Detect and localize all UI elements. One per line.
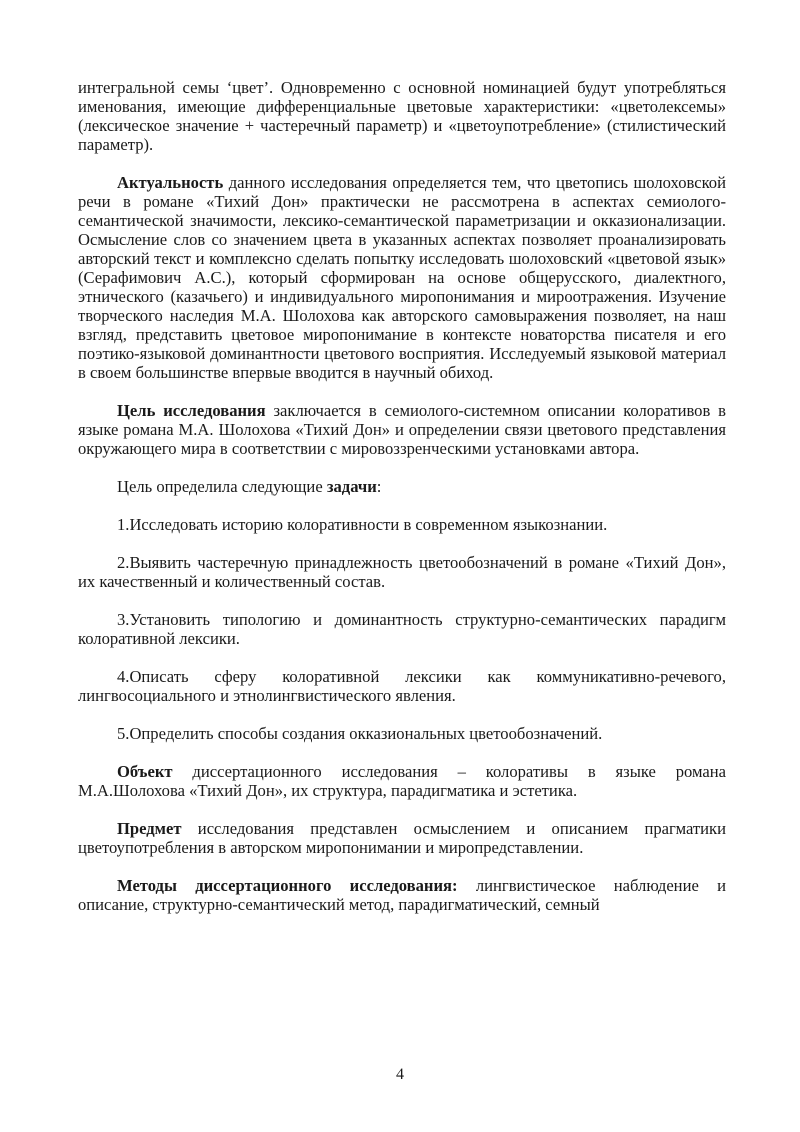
task-item-1: 1.Исследовать историю колоративности в современном языкознании. xyxy=(117,515,608,534)
subject-heading: Предмет xyxy=(117,819,182,838)
page-number: 4 xyxy=(396,1066,404,1083)
methods-heading: Методы диссертационного исследования: xyxy=(117,876,458,895)
paragraph-goal: Цель исследования заключается в семиолого-системном описании колоративов в языке романа М.А. Шолохова «Тихий Дон» и определении связи цветового представления окружающего мира в соответствии с мировоззренческими установками автора. xyxy=(78,401,726,458)
task-item-3: 3.Установить типологию и доминантность структурно-семантических парадигм колоративной лексики. xyxy=(78,610,726,648)
task-item-5: 5.Определить способы создания окказиональных цветообозначений. xyxy=(117,724,603,743)
paragraph-tasks-intro: Цель определила следующие задачи: xyxy=(117,477,382,496)
object-heading: Объект xyxy=(117,762,173,781)
paragraph-intro: интегральной семы ‘цвет’. Одновременно с основной номинацией будут употребляться именования, имеющие дифференциальные цветовые характеристики: «цветолексемы» (лексическое значение + частеречный параметр) и «цветоупотребление» (стилистический параметр). xyxy=(78,78,726,154)
task-item-2: 2.Выявить частеречную принадлежность цветообозначений в романе «Тихий Дон», их качественный и количественный состав. xyxy=(78,553,726,591)
task-item-4: 4.Описать сферу колоративной лексики как коммуникативно-речевого, лингвосоциального и этнолингвистического явления. xyxy=(78,667,726,705)
paragraph-relevance: Актуальность данного исследования определяется тем, что цветопись шолоховской речи в романе «Тихий Дон» практически не рассмотрена в аспектах семиолого-семантической значимости, лексико-семантической параметризации и окказионализации. Осмысление слов со значением цвета в указанных аспектах позволяет проанализировать авторский текст и комплексно сделать попытку исследовать шолоховский «цветовой язык» (Серафимович А.С.), который сформирован на основе общерусского, диалектного, этнического (казачьего) и индивидуального миропонимания и мироотражения. Изучение творческого наследия М.А. Шолохова как авторского самовыражения позволяет, на наш взгляд, представить цветовое миропонимание в контексте новаторства писателя и его поэтико-языковой доминантности цветового восприятия. Исследуемый языковой материал в своем большинстве впервые вводится в научный обиход. xyxy=(78,173,726,382)
document-page xyxy=(78,78,726,914)
paragraph-methods: Методы диссертационного исследования: лингвистическое наблюдение и описание, структурно-семантический метод, парадигматический, семный xyxy=(78,876,726,914)
relevance-heading: Актуальность xyxy=(117,173,224,192)
paragraph-object: Объект диссертационного исследования – колоративы в языке романа М.А.Шолохова «Тихий Дон», их структура, парадигматика и эстетика. xyxy=(78,762,726,800)
paragraph-subject: Предмет исследования представлен осмыслением и описанием прагматики цветоупотребления в авторском миропонимании и миропредставлении. xyxy=(78,819,726,857)
tasks-heading: задачи xyxy=(326,477,377,496)
goal-heading: Цель исследования xyxy=(117,401,266,420)
